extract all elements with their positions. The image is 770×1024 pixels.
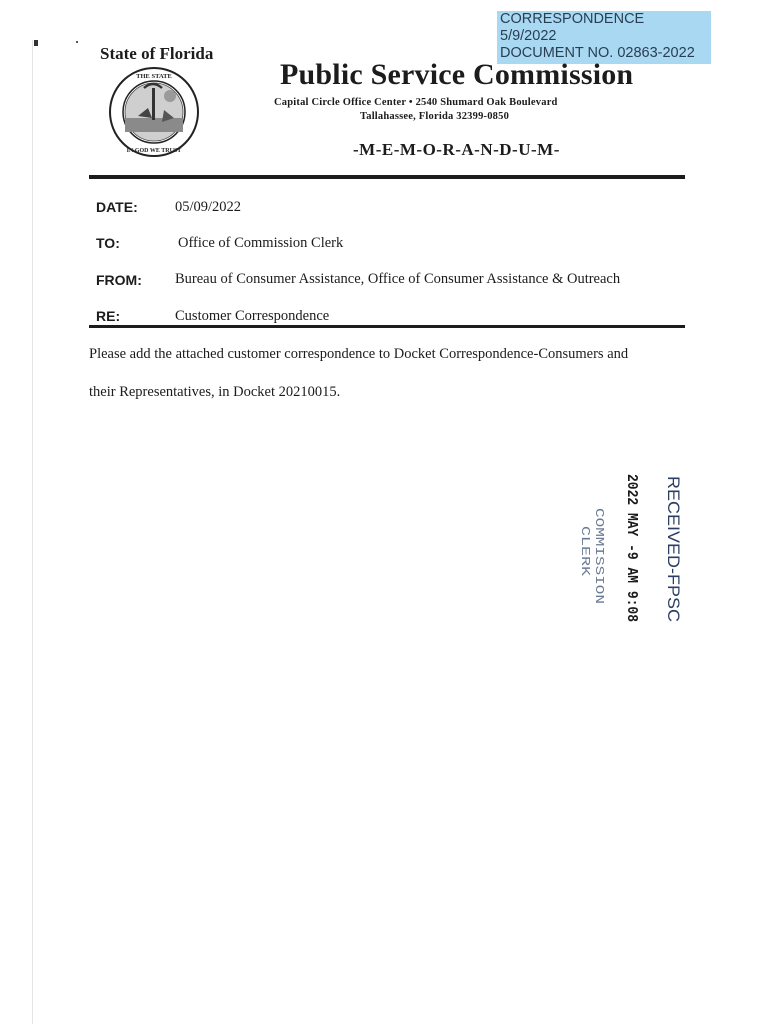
re-label: RE:	[96, 308, 121, 324]
address-line-2: Tallahassee, Florida 32399-0850	[360, 111, 510, 122]
fields-rule	[89, 325, 685, 328]
received-line-3: COMMISSION	[592, 508, 606, 581]
svg-text:THE STATE: THE STATE	[136, 73, 172, 80]
to-label: TO:	[96, 235, 120, 251]
svg-text:IN GOD WE TRUST: IN GOD WE TRUST	[126, 148, 182, 154]
scan-mark	[34, 40, 38, 46]
header-rule	[89, 175, 685, 179]
re-value: Customer Correspondence	[175, 308, 330, 324]
page-edge-shadow	[32, 40, 33, 1024]
body-line-1: Please add the attached customer correspondence to Docket Correspondence-Consumers and	[89, 346, 629, 362]
florida-seal-icon	[108, 66, 200, 158]
scan-dot	[76, 41, 78, 43]
stamp-line-1: CORRESPONDENCE	[500, 11, 645, 27]
date-label: DATE:	[96, 199, 138, 215]
received-stamp	[578, 468, 706, 646]
correspondence-stamp	[497, 11, 711, 64]
state-label: State of Florida	[100, 44, 214, 63]
from-value: Bureau of Consumer Assistance, Office of Consumer Assistance & Outreach	[175, 271, 621, 287]
received-line-2: 2022 MAY -9 AM 9:08	[623, 474, 640, 646]
address-line-1: Capital Circle Office Center • 2540 Shumard Oak Boulevard	[274, 97, 558, 108]
from-label: FROM:	[96, 272, 142, 288]
body-line-2: their Representatives, in Docket 20210015.	[89, 384, 341, 400]
received-line-4: CLERK	[578, 526, 592, 563]
stamp-line-2: 5/9/2022	[500, 28, 557, 44]
to-value: Office of Commission Clerk	[178, 235, 344, 251]
agency-name: Public Service Commission	[280, 58, 634, 91]
stamp-line-3: DOCUMENT NO. 02863-2022	[500, 45, 695, 61]
received-line-1: RECEIVED-FPSC	[664, 476, 683, 614]
memo-title: -M-E-M-O-R-A-N-D-U-M-	[353, 140, 560, 159]
date-value: 05/09/2022	[175, 199, 242, 215]
